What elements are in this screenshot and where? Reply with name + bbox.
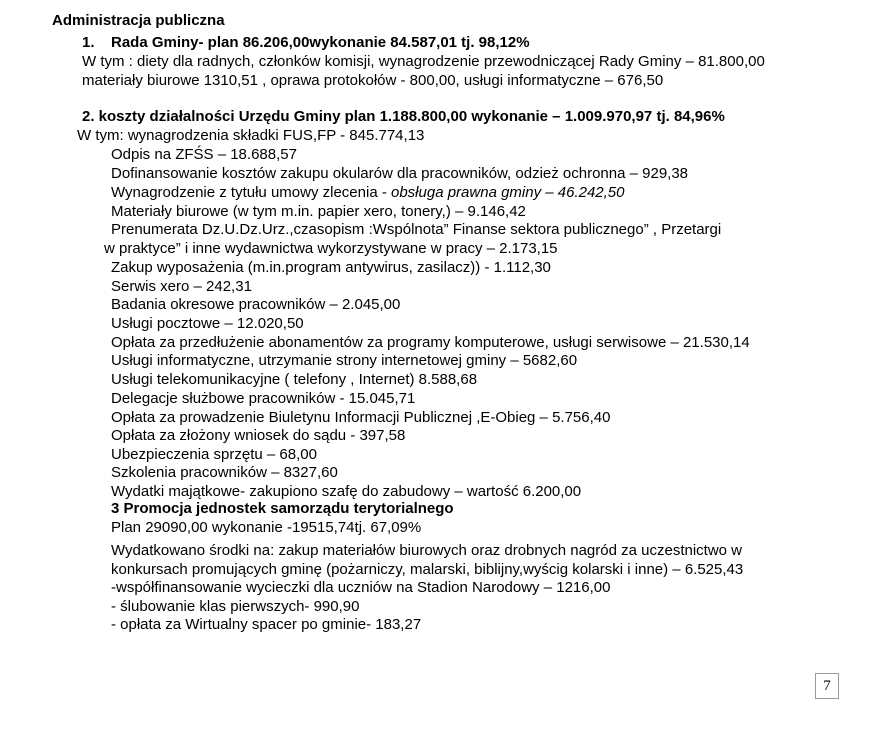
s2-item [111,184,625,202]
s3-line: -współfinansowanie wycieczki dla uczniów na Stadion Narodowy – 1216,00 [111,579,611,596]
s1-title: Rada Gminy- plan 86.206,00wykonanie 84.587,01 tj. 98,12% [111,34,530,51]
s3-line: Wydatkowano środki na: zakup materiałów biurowych oraz drobnych nagród za uczestnictwo w [111,542,743,559]
s2-item: Ubezpieczenia sprzętu – 68,00 [111,446,317,463]
section-heading: Administracja publiczna [52,12,225,29]
s2-item: Opłata za przedłużenie abonamentów za programy komputerowe, usługi serwisowe – 21.530,14 [111,334,750,351]
s2-intro: W tym: wynagrodzenia składki FUS,FP - 845.774,13 [77,127,425,144]
s3-line: konkursach promujących gminę (pożarniczy, malarski, biblijny,wyścig kolarski i inne) – 6.525,43 [111,561,744,578]
s2-item: Prenumerata Dz.U.Dz.Urz.,czasopism :Wspólnota” Finanse sektora publicznego” , Przetargi [111,221,722,238]
s2-item: Usługi informatyczne, utrzymanie strony internetowej gminy – 5682,60 [111,352,578,369]
s2-title: 2. koszty działalności Urzędu Gminy plan 1.188.800,00 wykonanie – 1.009.970,97 tj. 84,96% [82,108,725,125]
s1-line1: W tym : diety dla radnych, członków komisji, wynagrodzenie przewodniczącej Rady Gminy – 81.800,00 [82,53,765,70]
s2-item: Dofinansowanie kosztów zakupu okularów dla pracowników, odzież ochronna – 929,38 [111,165,689,182]
s2-item-italic: obsługa prawna gminy – 46.242,50 [391,184,625,201]
s2-item: Wydatki majątkowe- zakupiono szafę do zabudowy – wartość 6.200,00 [111,483,582,500]
page-number: 7 [815,673,839,699]
s2-item: Usługi telekomunikacyjne ( telefony , Internet) 8.588,68 [111,371,478,388]
s3-line: - ślubowanie klas pierwszych- 990,90 [111,598,360,615]
s2-item: Delegacje służbowe pracowników - 15.045,71 [111,390,416,407]
s2-item: Badania okresowe pracowników – 2.045,00 [111,296,401,313]
s2-item: w praktyce” i inne wydawnictwa wykorzystywane w pracy – 2.173,15 [104,240,558,257]
s2-item: Odpis na ZFŚS – 18.688,57 [111,146,297,163]
s2-item: Opłata za złożony wniosek do sądu - 397,58 [111,427,406,444]
s2-item: Usługi pocztowe – 12.020,50 [111,315,304,332]
s2-item-text: Wynagrodzenie z tytułu umowy zlecenia - [111,184,391,201]
s3-title: 3 Promocja jednostek samorządu terytorialnego [111,500,454,517]
s3-line: - opłata za Wirtualny spacer po gminie- 183,27 [111,616,422,633]
s2-item: Serwis xero – 242,31 [111,278,252,295]
s2-item: Opłata za prowadzenie Biuletynu Informacji Publicznej ,E-Obieg – 5.756,40 [111,409,611,426]
s3-plan: Plan 29090,00 wykonanie -19515,74tj. 67,09% [111,519,422,536]
s2-item: Materiały biurowe (w tym m.in. papier xero, tonery,) – 9.146,42 [111,203,526,220]
s2-item: Szkolenia pracowników – 8327,60 [111,464,338,481]
s2-item: Zakup wyposażenia (m.in.program antywirus, zasilacz)) - 1.112,30 [111,259,551,276]
s1-number: 1. [82,34,95,51]
s1-line2: materiały biurowe 1310,51 , oprawa protokołów - 800,00, usługi informatyczne – 676,50 [82,72,664,89]
